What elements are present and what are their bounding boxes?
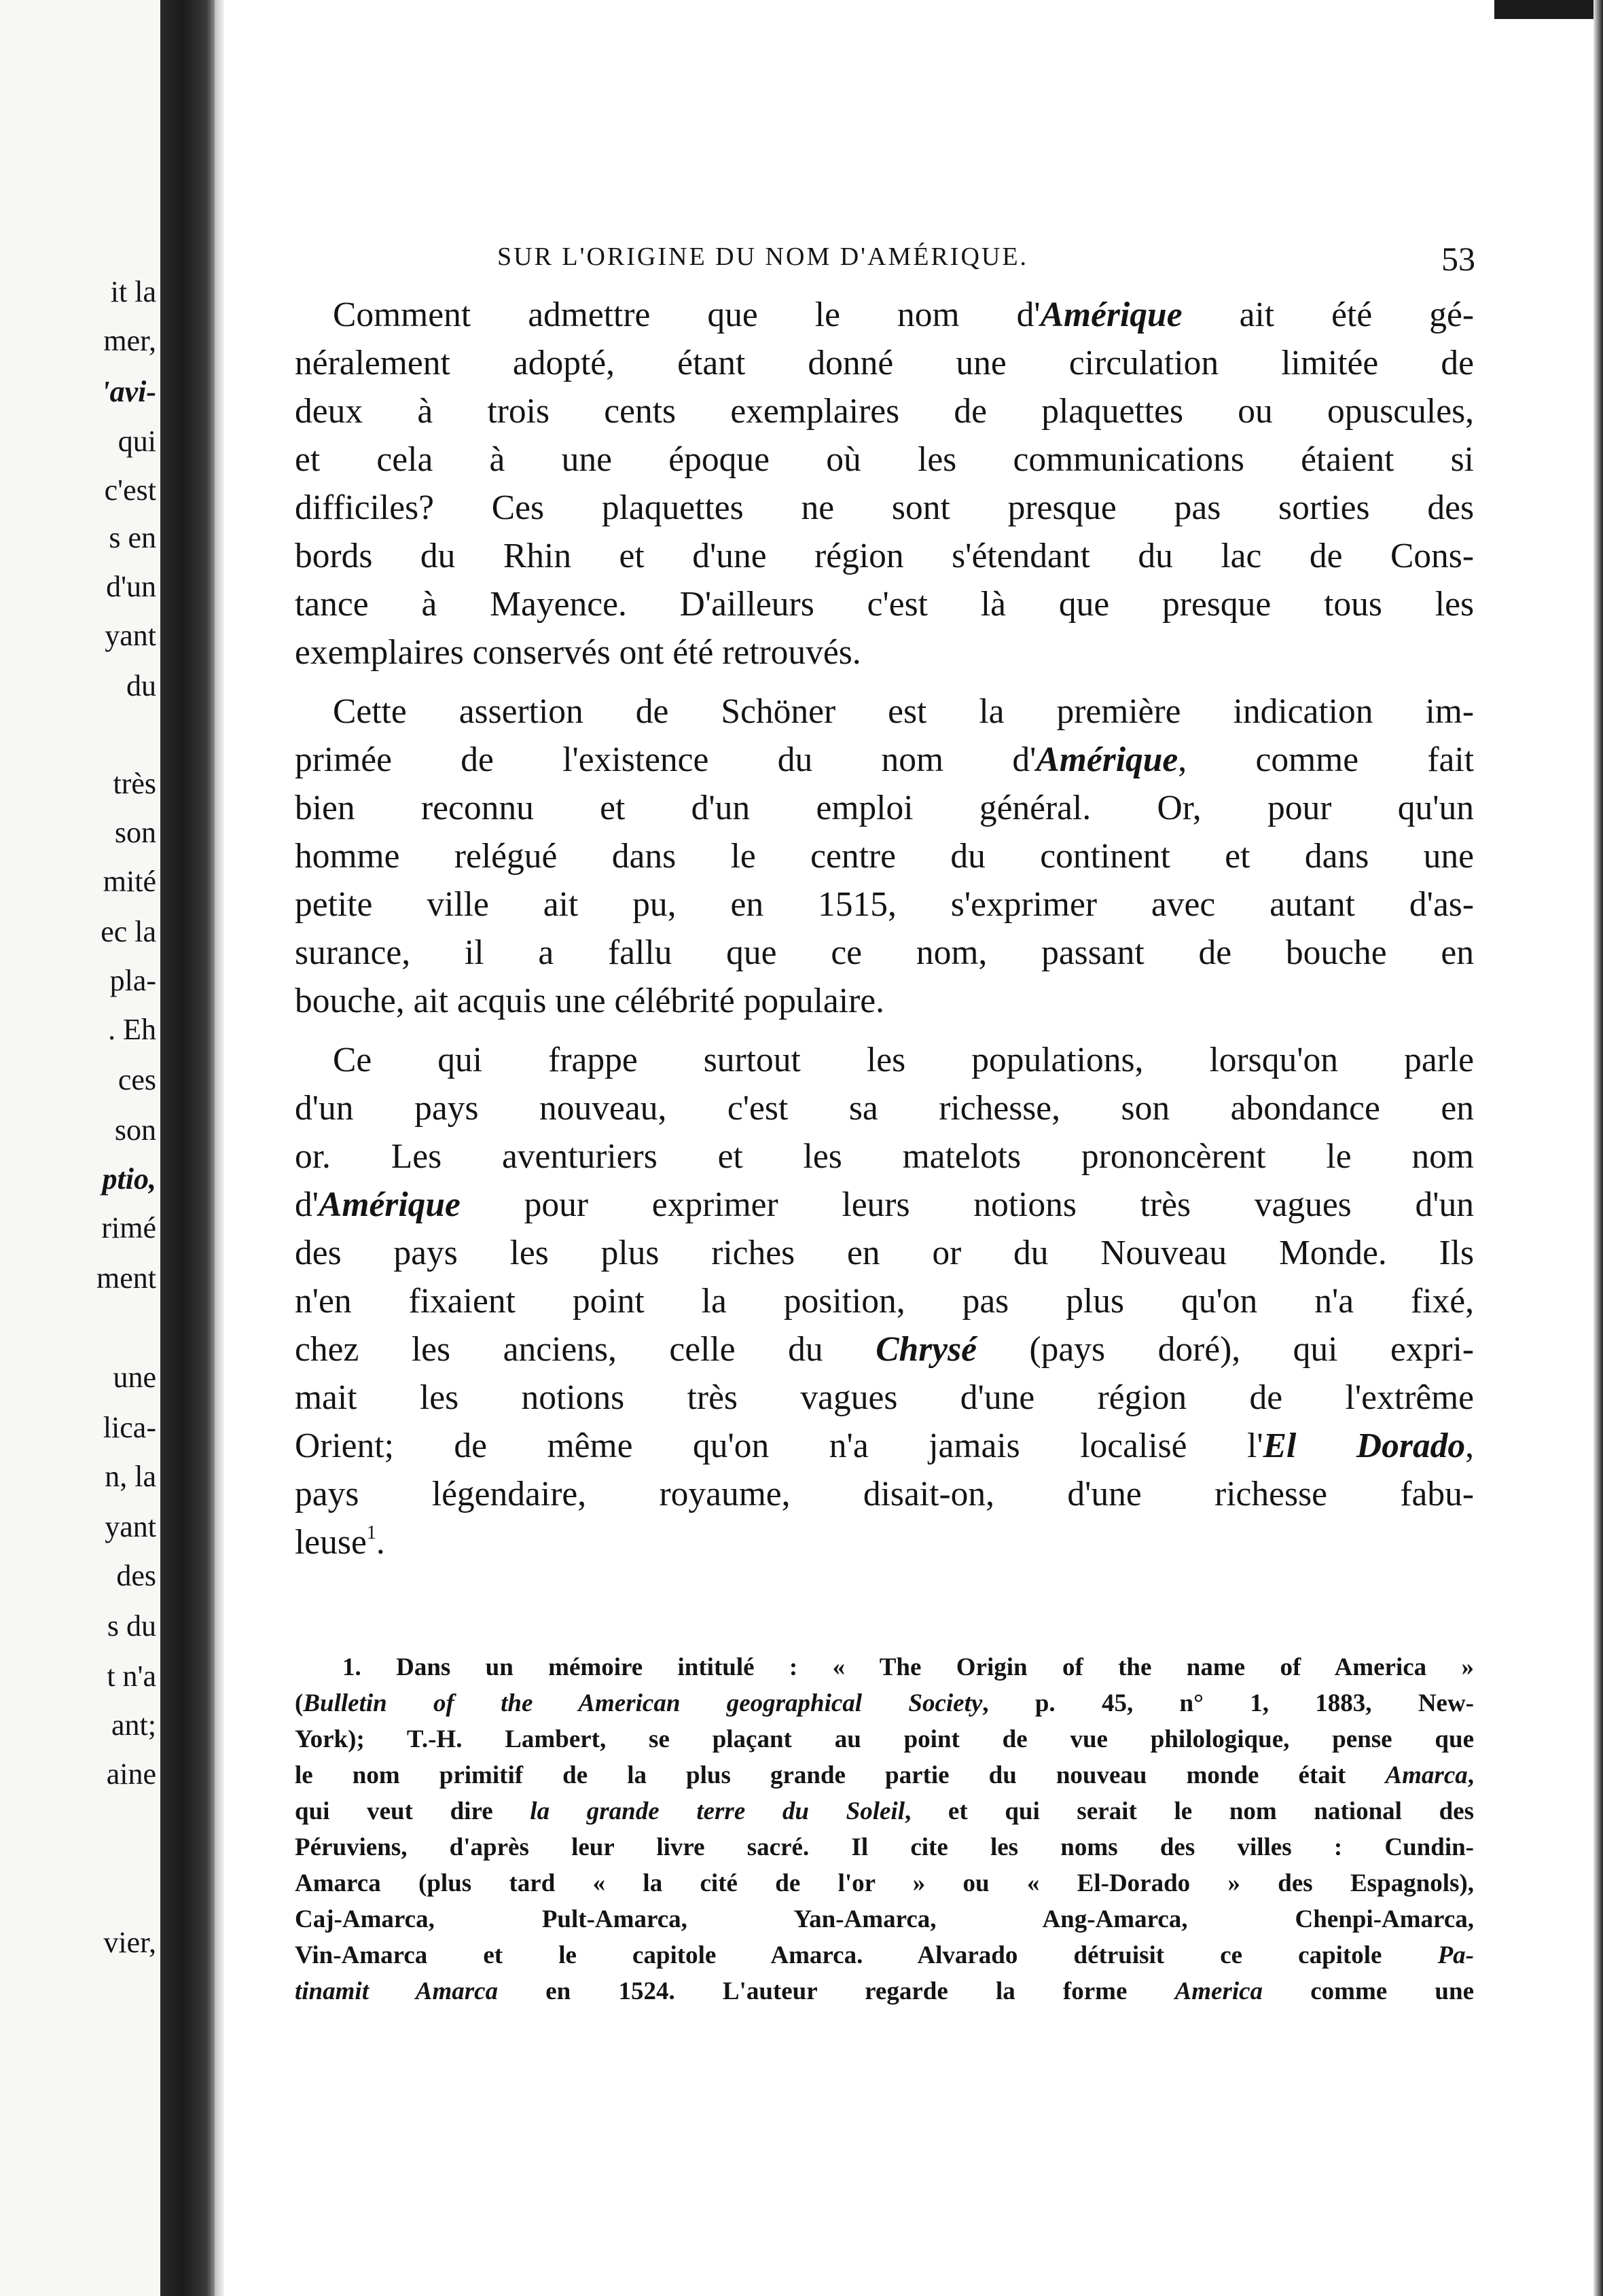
text-segment: York); T.-H. Lambert, se plaçant au point de vue philologique, pense que: [295, 1725, 1474, 1753]
text-segment: d'un pays nouveau, c'est sa richesse, son abondance en: [295, 1089, 1474, 1128]
text-line: [295, 929, 1474, 977]
text-segment: ,: [1467, 1761, 1474, 1789]
paragraph: [295, 687, 1474, 1025]
left-page-fragment-line: aine: [106, 1757, 156, 1791]
left-page-fragment-line: son: [114, 816, 156, 849]
text-line: [295, 1374, 1474, 1422]
body-text: [295, 291, 1474, 1566]
text-line: [295, 387, 1474, 435]
text-segment: Péruviens, d'après leur livre sacré. Il cite les noms des villes : Cundin-: [295, 1833, 1474, 1861]
left-page-fragment-line: du: [126, 669, 156, 702]
text-line: [295, 1470, 1474, 1518]
page-edge-shadow: [1593, 0, 1603, 2296]
text-segment: d': [295, 1185, 319, 1224]
gutter-shadow: [215, 0, 224, 2296]
text-segment: Ce qui frappe surtout les populations, lorsqu'on parle: [333, 1041, 1474, 1079]
text-segment: difficiles? Ces plaquettes ne sont presque pas sorties des: [295, 488, 1474, 527]
page-number: 53: [1441, 240, 1475, 278]
text-segment: bouche, ait acquis une célébrité populaire.: [295, 982, 884, 1020]
text-segment: .: [376, 1523, 385, 1562]
text-segment: , et qui serait le nom national des: [905, 1797, 1474, 1825]
left-page-fragment-line: mer,: [103, 324, 156, 357]
left-page-fragment-line: mité: [103, 865, 156, 898]
text-segment: des pays les plus riches en or du Nouveau Monde. Ils: [295, 1234, 1474, 1272]
left-page-fragment-line: d'un: [106, 570, 156, 603]
text-line: [295, 687, 1474, 736]
text-segment: pays légendaire, royaume, disait-on, d'une richesse fabu-: [295, 1475, 1474, 1513]
text-segment: Comment admettre que le nom d': [333, 295, 1041, 334]
text-line: [295, 1181, 1474, 1229]
footnote-line: [295, 1901, 1474, 1937]
text-segment: 1. Dans un mémoire intitulé : « The Origin of the name of America »: [342, 1653, 1474, 1681]
text-line: [295, 880, 1474, 929]
text-line: [295, 484, 1474, 532]
left-page-fragment-line: une: [113, 1361, 156, 1394]
text-line: [295, 832, 1474, 880]
text-segment: exemplaires conservés ont été retrouvés.: [295, 633, 861, 672]
text-segment: Vin-Amarca et le capitole Amarca. Alvarado détruisit ce capitole: [295, 1941, 1438, 1969]
text-segment: primée de l'existence du nom d': [295, 740, 1037, 779]
italic-text: Chrysé: [876, 1330, 977, 1369]
italic-text: America: [1174, 1977, 1263, 2005]
text-line: [295, 1084, 1474, 1132]
left-page-fragment-line: son: [114, 1113, 156, 1147]
text-segment: Amarca (plus tard « la cité de l'or » ou « El-Dorado » des Espagnols),: [295, 1869, 1474, 1897]
text-segment: , p. 45, n° 1, 1883, New-: [982, 1689, 1474, 1717]
text-segment: en 1524. L'auteur regarde la forme: [498, 1977, 1175, 2005]
text-segment: néralement adopté, étant donné une circulation limitée de: [295, 344, 1474, 382]
text-segment: (: [295, 1689, 304, 1717]
text-line: [295, 1036, 1474, 1084]
text-line: [295, 580, 1474, 628]
text-segment: qui veut dire: [295, 1797, 530, 1825]
text-segment: leuse: [295, 1523, 367, 1562]
left-page-fragment-line: t n'a: [107, 1660, 156, 1693]
left-page-fragment-line: 'avi-: [101, 375, 156, 408]
paragraph: [295, 1036, 1474, 1566]
footnote-line: [295, 1973, 1474, 2009]
italic-text: El Dorado: [1263, 1427, 1466, 1465]
left-page-fragment-line: n, la: [105, 1460, 156, 1493]
text-line: [295, 435, 1474, 484]
text-line: [295, 1325, 1474, 1374]
book-gutter: [160, 0, 215, 2296]
italic-text: Amérique: [319, 1185, 461, 1224]
text-segment: Caj-Amarca, Pult-Amarca, Yan-Amarca, Ang-Amarca, Chenpi-Amarca,: [295, 1905, 1474, 1933]
text-segment: ait été gé-: [1182, 295, 1474, 334]
text-segment: Cette assertion de Schöner est la première indication im-: [333, 692, 1474, 731]
footnote-line: [295, 1937, 1474, 1973]
left-page-fragment-line: des: [116, 1559, 156, 1592]
left-page-fragment-line: it la: [110, 275, 156, 308]
footnote-line: [295, 1865, 1474, 1901]
text-segment: chez les anciens, celle du: [295, 1330, 876, 1369]
text-line: [295, 1422, 1474, 1470]
text-line: [295, 339, 1474, 387]
left-page-fragment-line: ces: [118, 1063, 156, 1096]
text-segment: (pays doré), qui expri-: [977, 1330, 1474, 1369]
text-line: [295, 736, 1474, 784]
text-line: [295, 532, 1474, 580]
text-segment: bien reconnu et d'un emploi général. Or, pour qu'un: [295, 789, 1474, 827]
text-line: [295, 977, 1474, 1025]
running-head: [497, 242, 1475, 280]
left-page-fragment-line: très: [113, 767, 156, 800]
text-segment: n'en fixaient point la position, pas plus qu'on n'a fixé,: [295, 1282, 1474, 1321]
footnote-line: [295, 1757, 1474, 1793]
left-page-fragment-line: pla-: [109, 964, 156, 997]
text-segment: Orient; de même qu'on n'a jamais localisé l': [295, 1427, 1263, 1465]
italic-text: tinamit Amarca: [295, 1977, 499, 2005]
left-page-fragment-line: rimé: [101, 1211, 156, 1244]
footnote-marker: 1: [366, 1522, 376, 1543]
left-page-fragment-line: lica-: [103, 1411, 156, 1444]
footnote: [295, 1649, 1474, 2009]
text-line: [295, 784, 1474, 832]
text-segment: et cela à une époque où les communications étaient si: [295, 440, 1474, 479]
text-segment: or. Les aventuriers et les matelots prononcèrent le nom: [295, 1137, 1474, 1176]
italic-text: Amérique: [1040, 295, 1183, 334]
text-segment: tance à Mayence. D'ailleurs c'est là que presque tous les: [295, 585, 1474, 624]
text-line: [295, 1132, 1474, 1181]
text-line: [295, 1518, 1474, 1566]
text-segment: comme une: [1263, 1977, 1474, 2005]
left-page-fragment-line: ant;: [111, 1708, 156, 1742]
italic-text: Bulletin of the American geographical Society: [303, 1689, 983, 1717]
left-page-fragment-line: ec la: [101, 915, 156, 948]
footnote-line: [295, 1829, 1474, 1865]
italic-text: Amérique: [1036, 740, 1178, 779]
text-segment: surance, il a fallu que ce nom, passant de bouche en: [295, 933, 1474, 972]
text-line: [295, 291, 1474, 339]
book-page: [224, 0, 1593, 2296]
running-head-title: SUR L'ORIGINE DU NOM D'AMÉRIQUE.: [497, 243, 1029, 271]
left-page-fragment-line: ptio,: [102, 1162, 156, 1196]
text-line: [295, 1277, 1474, 1325]
left-page-fragment-line: c'est: [104, 473, 156, 507]
paragraph: [295, 291, 1474, 677]
text-line: [295, 1229, 1474, 1277]
text-segment: deux à trois cents exemplaires de plaquettes ou opuscules,: [295, 392, 1474, 431]
text-segment: , comme fait: [1178, 740, 1475, 779]
text-segment: bords du Rhin et d'une région s'étendant du lac de Cons-: [295, 537, 1474, 575]
left-page-fragment-line: vier,: [103, 1926, 156, 1959]
italic-text: la grande terre du Soleil: [530, 1797, 905, 1825]
text-segment: homme relégué dans le centre du continent et dans une: [295, 837, 1474, 876]
text-line: [295, 628, 1474, 677]
left-page-fragment-line: ment: [96, 1261, 156, 1295]
italic-text: Amarca: [1385, 1761, 1468, 1789]
text-segment: petite ville ait pu, en 1515, s'exprimer avec autant d'as-: [295, 885, 1474, 924]
text-segment: mait les notions très vagues d'une région de l'extrême: [295, 1378, 1474, 1417]
footnote-line: [295, 1721, 1474, 1757]
left-page-fragment-line: qui: [118, 425, 156, 458]
left-page-fragment-line: s en: [109, 521, 156, 554]
text-segment: ,: [1465, 1427, 1474, 1465]
footnote-line: [295, 1649, 1474, 1685]
footnote-line: [295, 1793, 1474, 1829]
footnote-line: [295, 1685, 1474, 1721]
left-page-fragment: [0, 0, 160, 2296]
left-page-fragment-line: . Eh: [108, 1013, 156, 1046]
text-segment: le nom primitif de la plus grande partie du nouveau monde était: [295, 1761, 1386, 1789]
left-page-fragment-line: yant: [105, 619, 156, 652]
left-page-fragment-line: yant: [105, 1510, 156, 1543]
italic-text: Pa-: [1437, 1941, 1474, 1969]
left-page-fragment-line: s du: [107, 1609, 156, 1643]
text-segment: pour exprimer leurs notions très vagues d'un: [460, 1185, 1474, 1224]
